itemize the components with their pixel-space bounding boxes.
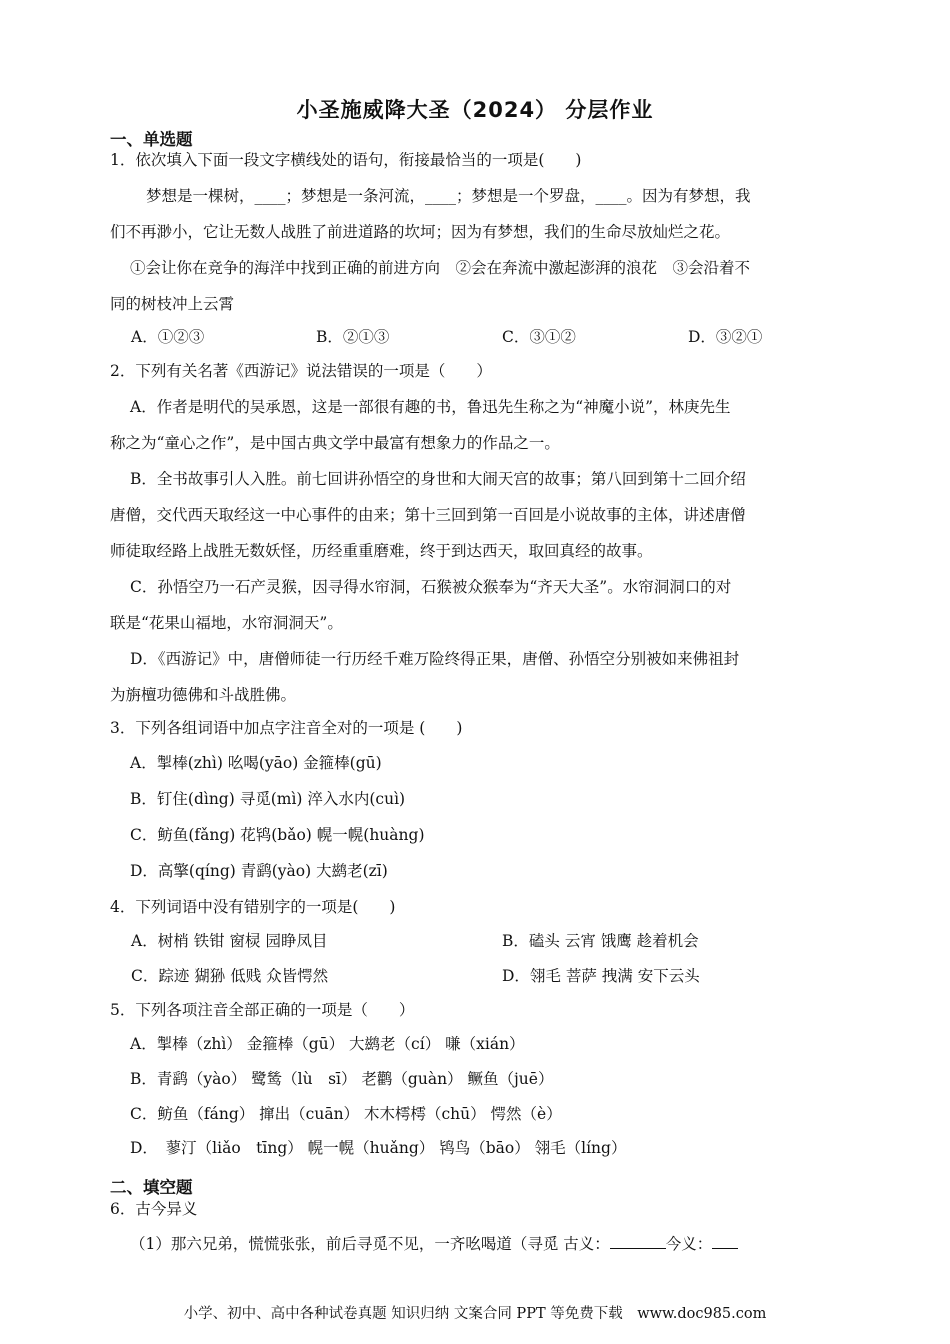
- footer-note: 小学、初中、高中各种试卷真题 知识归纳 文案合同 PPT 等免费下载 www.doc985.com: [183, 1306, 767, 1322]
- question-1-passage-line-3: ①会让你在竞争的海洋中找到正确的前进方向 ②会在奔流中激起澎湃的浪花 ③会沿着不: [130, 259, 751, 277]
- question-2-option-b-line-1: B．全书故事引人入胜。前七回讲孙悟空的身世和大闹天宫的故事；第八回到第十二回介绍: [130, 470, 746, 488]
- question-1-passage-line-2: 们不再渺小，它让无数人战胜了前进道路的坎坷；因为有梦想，我们的生命尽放灿烂之花。: [110, 223, 731, 241]
- question-6-item-1-text: （1）那六兄弟，慌慌张张，前后寻觅不见，一齐吆喝道（寻觅 古义：: [130, 1235, 610, 1253]
- question-4-option-c: C．踪迹 猢狲 低贱 众皆愕然: [131, 967, 329, 985]
- question-3-option-b: B．钉住(dìng) 寻觅(mì) 淬入水内(cuì): [130, 790, 406, 808]
- question-1-option-b: B．②①③: [316, 328, 390, 346]
- page-title: 小圣施威降大圣（2024） 分层作业: [296, 98, 654, 122]
- question-2-option-a-line-2: 称之为“童心之作”，是中国古典文学中最富有想象力的作品之一。: [110, 434, 560, 452]
- question-3-option-a: A．掣棒(zhì) 吆喝(yāo) 金箍棒(gū): [130, 754, 382, 772]
- question-6-modern-label: 今义：: [665, 1235, 713, 1253]
- question-4-option-d: D．翎毛 菩萨 拽满 安下云头: [502, 967, 700, 985]
- question-2-option-d-line-1: D．《西游记》中，唐僧师徒一行历经千难万险终得正果，唐僧、孙悟空分别被如来佛祖封: [130, 650, 740, 668]
- question-2-option-c-line-1: C．孙悟空乃一石产灵猴，因寻得水帘洞，石猴被众猴奉为“齐天大圣”。水帘洞洞口的对: [130, 578, 732, 596]
- question-1-passage-line-1: 梦想是一棵树，____；梦想是一条河流，____；梦想是一个罗盘，____。因为有梦想，我: [146, 187, 751, 205]
- question-5-option-c: C．鲂鱼（fáng） 撺出（cuān） 木木樗樗（chū） 愕然（è）: [130, 1105, 562, 1123]
- question-2-option-b-line-2: 唐僧，交代西天取经这一中心事件的由来；第十三回到第一百回是小说故事的主体，讲述唐僧: [110, 506, 746, 524]
- question-3-option-d: D．高擎(qíng) 青鹞(yào) 大鹚老(zī): [130, 862, 388, 880]
- question-5-stem: 5．下列各项注音全部正确的一项是（ ）: [110, 1001, 415, 1019]
- question-1-stem: 1．依次填入下面一段文字横线处的语句，衔接最恰当的一项是( ): [110, 151, 582, 169]
- question-6-stem: 6．古今异义: [110, 1200, 198, 1218]
- question-3-option-c: C．鲂鱼(fǎng) 花鸨(bǎo) 幌一幌(huàng): [130, 826, 425, 844]
- question-1-option-a: A．①②③: [131, 328, 205, 346]
- question-4-stem: 4．下列词语中没有错别字的一项是( ): [110, 898, 396, 916]
- question-3-stem: 3．下列各组词语中加点字注音全对的一项是 ( ): [110, 719, 463, 737]
- question-5-option-b: B．青鹞（yào） 鹭鸶（lù sī） 老鹳（guàn） 鳜鱼（juē）: [130, 1070, 554, 1088]
- question-5-option-a: A．掣棒（zhì） 金箍棒（gū） 大鹚老（cí） 嗛（xián）: [130, 1035, 525, 1053]
- answer-blank-ancient-meaning[interactable]: [610, 1234, 666, 1249]
- question-2-stem: 2．下列有关名著《西游记》说法错误的一项是（ ）: [110, 362, 492, 380]
- question-1-passage-line-4: 同的树枝冲上云霄: [110, 295, 235, 313]
- question-2-option-b-line-3: 师徒取经路上战胜无数妖怪，历经重重磨难，终于到达西天，取回真经的故事。: [110, 542, 653, 560]
- section-heading-single-choice: 一、单选题: [110, 130, 193, 149]
- question-1-option-c: C．③①②: [502, 328, 576, 346]
- question-4-option-b: B．磕头 云宵 饿鹰 趁着机会: [502, 932, 699, 950]
- section-heading-fill-in: 二、填空题: [110, 1178, 193, 1197]
- question-2-option-d-line-2: 为旃檀功德佛和斗战胜佛。: [110, 686, 297, 704]
- answer-blank-modern-meaning[interactable]: [712, 1234, 738, 1249]
- question-6-item-1: [130, 1234, 860, 1254]
- question-2-option-c-line-2: 联是“花果山福地，水帘洞洞天”。: [110, 614, 343, 632]
- question-5-option-d: D． 蓼汀（liǎo tīng） 幌一幌（huǎng） 鸨鸟（bāo） 翎毛（líng）: [130, 1139, 627, 1157]
- question-2-option-a-line-1: A．作者是明代的吴承恩，这是一部很有趣的书，鲁迅先生称之为“神魔小说”，林庚先生: [130, 398, 731, 416]
- question-4-option-a: A．树梢 铁钳 窗棂 园睁凤目: [131, 932, 328, 950]
- question-1-option-d: D．③②①: [688, 328, 763, 346]
